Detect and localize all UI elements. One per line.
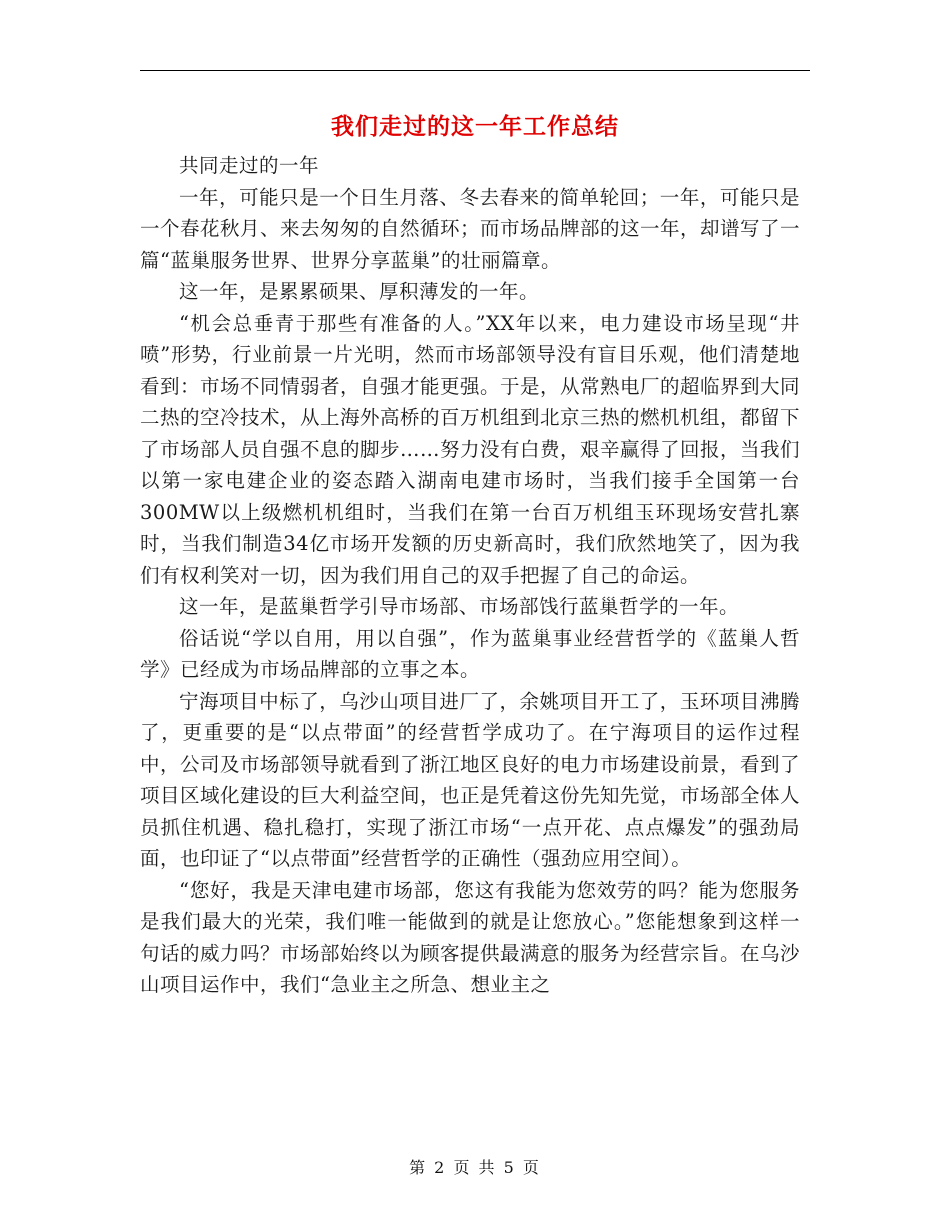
page-number: 第 2 页 共 5 页 — [409, 1158, 541, 1177]
paragraph: 这一年，是蓝巢哲学引导市场部、市场部饯行蓝巢哲学的一年。 — [179, 595, 740, 618]
paragraph: “机会总垂青于那些有准备的人。”XX年以来，电力建设市场呈现“井喷”形势，行业前景一片光明，然而市场部领导没有盲目乐观，他们清楚地看到：市场不同情弱者，自强才能更强。于是，从常熟电厂的超临界到大同二热的空冷技术，从上海外高桥的百万机组到北京三热的燃机机组，都留下了市场部人员自强不息的脚步……努力没有白费，艰辛赢得了回报，当我们以第一家电建企业的姿态踏入湖南电建市场时，当我们接手全国第一台300MW以上级燃机机组时，当我们在第一台百万机组玉环现场安营扎寨时，当我们制造34亿市场开发额的历史新高时，我们欣然地笑了，因为我们有权利笑对一切，因为我们用自己的双手把握了自己的命运。 — [140, 311, 801, 587]
document-title: 我们走过的这一年工作总结 — [331, 114, 619, 140]
paragraph: 宁海项目中标了，乌沙山项目进厂了，余姚项目开工了，玉环项目沸腾了，更重要的是“以点带面”的经营哲学成功了。在宁海项目的运作过程中，公司及市场部领导就看到了浙江地区良好的电力市场建设前景，看到了项目区域化建设的巨大利益空间，也正是凭着这份先知先觉，市场部全体人员抓住机遇、稳扎稳打，实现了浙江市场“一点开花、点点爆发”的强劲局面，也印证了“以点带面”经营哲学的正确性（强劲应用空间）。 — [140, 689, 801, 870]
paragraph: 俗话说“学以自用，用以自强”，作为蓝巢事业经营哲学的《蓝巢人哲学》已经成为市场品牌部的立事之本。 — [140, 626, 800, 681]
paragraph: “您好，我是天津电建市场部，您这有我能为您效劳的吗？能为您服务是我们最大的光荣，我们唯一能做到的就是让您放心。”您能想象到这样一句话的威力吗？市场部始终以为顾客提供最满意的服务为经营宗旨。在乌沙山项目运作中，我们“急业主之所急、想业主之 — [140, 878, 801, 996]
header-rule — [140, 70, 810, 71]
paragraph: 共同走过的一年 — [179, 154, 320, 177]
paragraph: 这一年，是累累硕果、厚积薄发的一年。 — [179, 280, 540, 303]
document-body — [140, 150, 800, 1001]
paragraph: 一年，可能只是一个日生月落、冬去春来的简单轮回；一年，可能只是一个春花秋月、来去匆匆的自然循环；而市场品牌部的这一年，却谱写了一篇“蓝巢服务世界、世界分享蓝巢”的壮丽篇章。 — [140, 185, 801, 272]
